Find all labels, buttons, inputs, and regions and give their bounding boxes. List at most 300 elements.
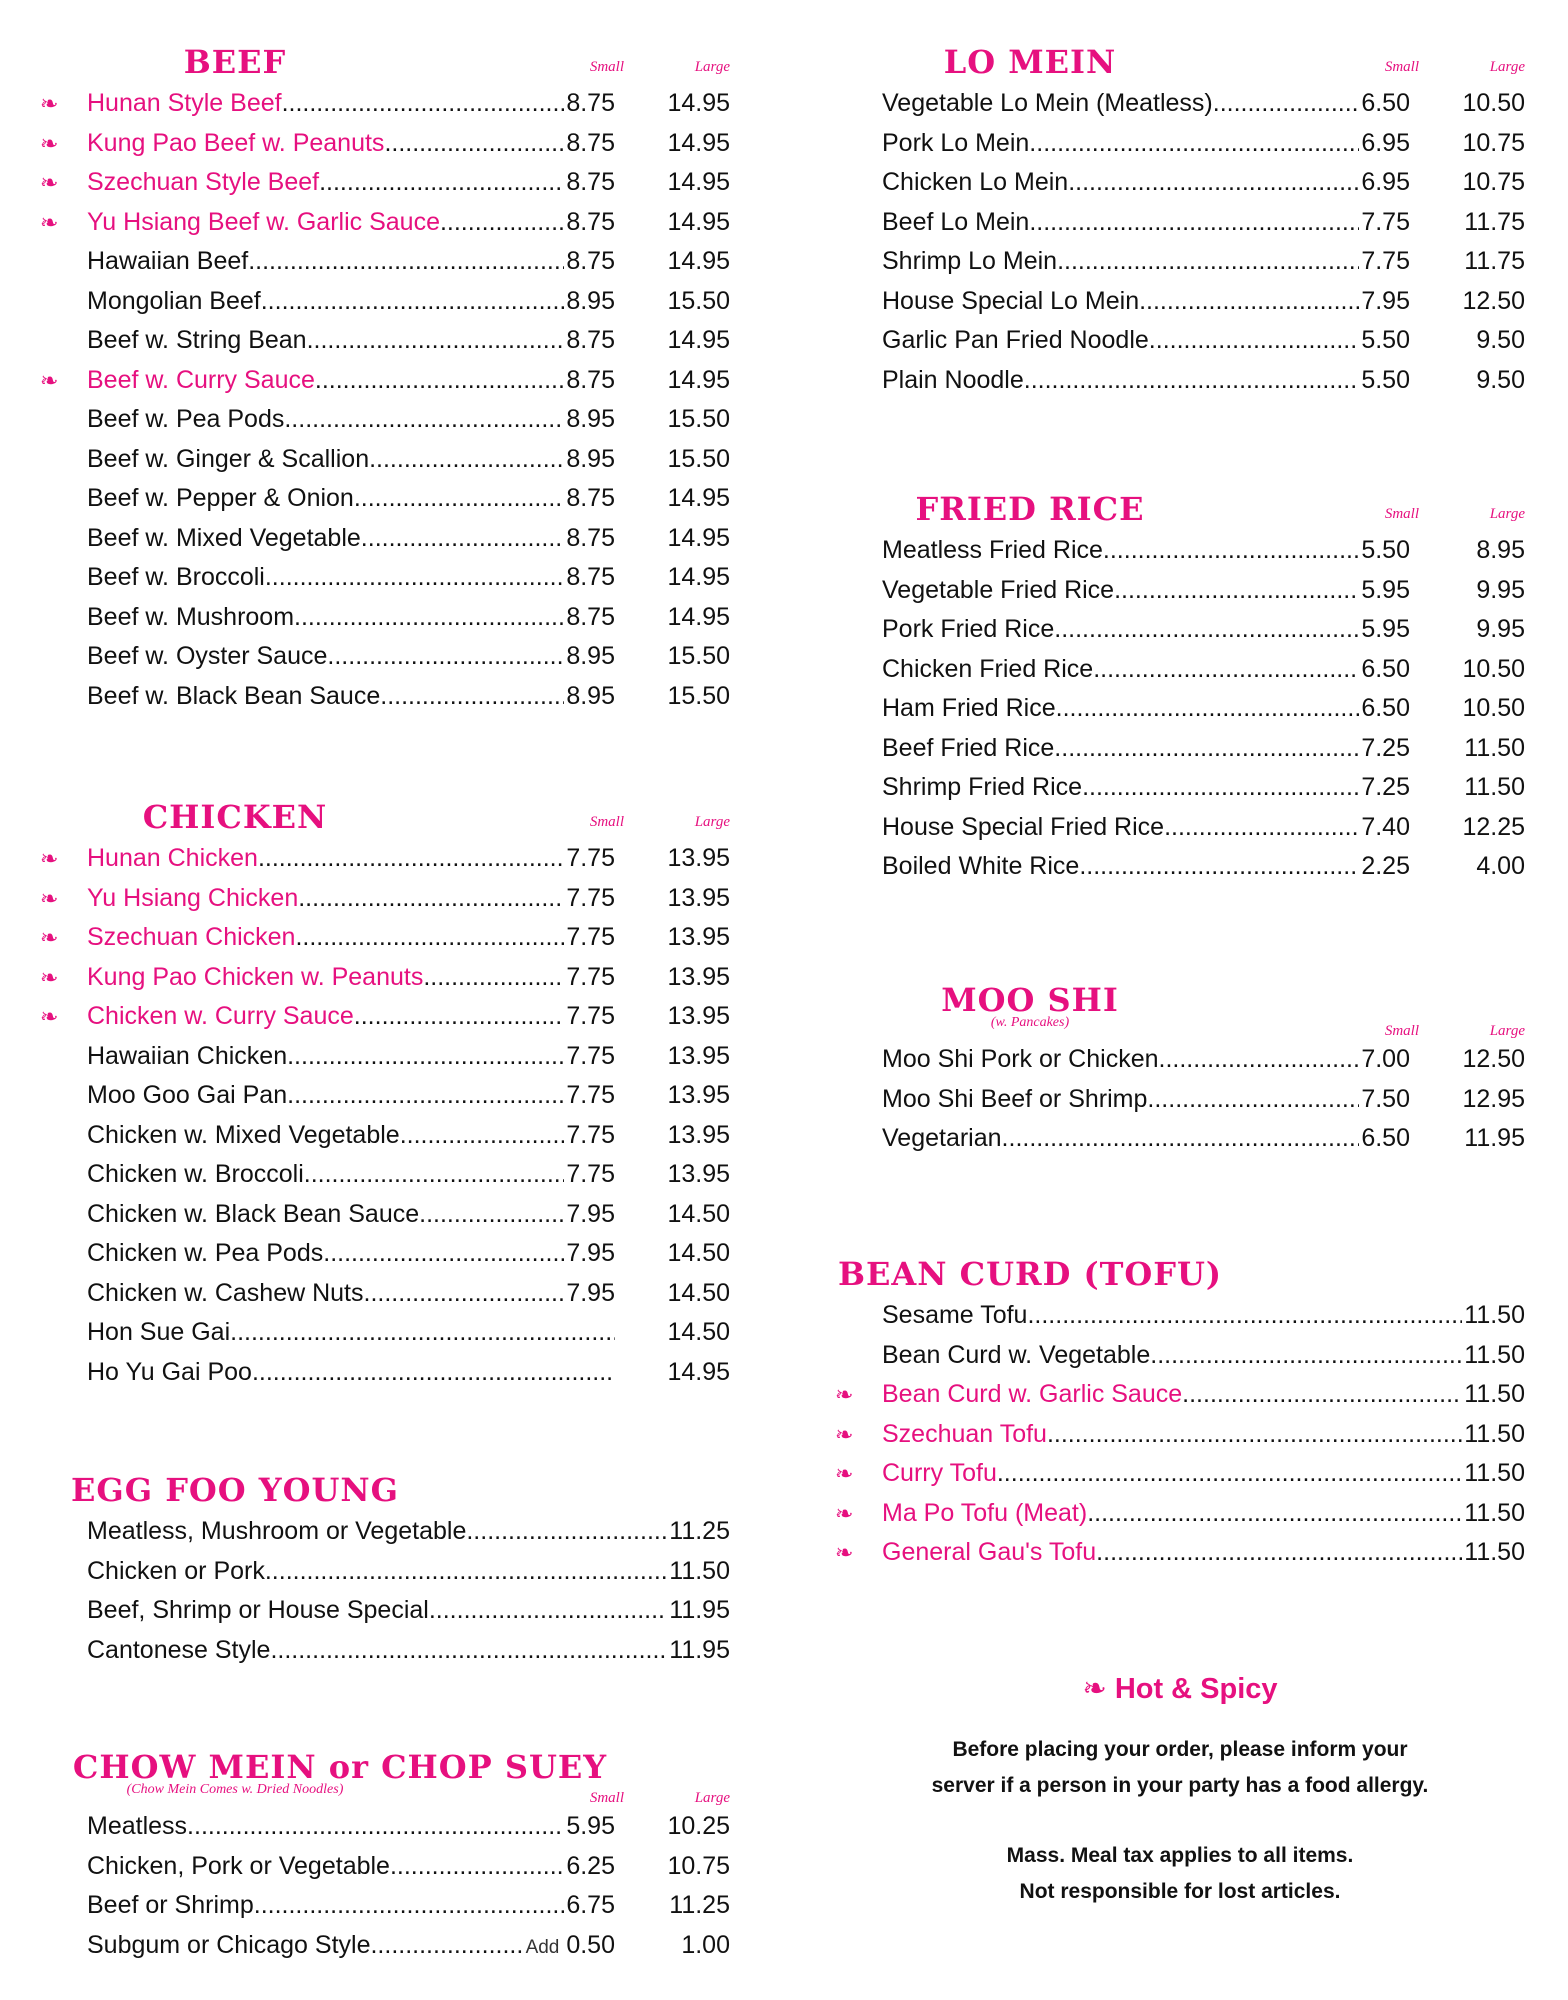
item-price-large: 9.50 <box>1476 326 1525 354</box>
item-name: Chicken w. Curry Sauce <box>87 1002 354 1030</box>
menu-item-list <box>40 839 730 1392</box>
item-price-large: 12.25 <box>1462 812 1525 841</box>
price-small-value: 8.95 <box>566 286 615 315</box>
item-price-large: 13.95 <box>667 1160 730 1188</box>
item-name: Chicken w. Pea Pods <box>87 1239 324 1267</box>
item-name-leader <box>87 124 615 164</box>
menu-item <box>40 1076 730 1116</box>
item-name-leader <box>882 808 1410 848</box>
item-name: Cantonese Style <box>87 1635 271 1664</box>
price-small-value: 7.75 <box>1361 247 1410 275</box>
menu-item <box>40 958 730 998</box>
item-price-small <box>1359 242 1410 282</box>
item-price: 11.50 <box>1462 1494 1525 1534</box>
item-price-large: 14.95 <box>667 523 730 552</box>
item-price-small <box>564 1155 615 1195</box>
menu-item <box>40 1807 730 1847</box>
item-price-small <box>1359 124 1410 164</box>
item-price-small <box>564 1037 615 1077</box>
item-price-small <box>1359 321 1410 361</box>
item-price-small <box>564 163 615 203</box>
item-price-small <box>1359 203 1410 243</box>
hot-spicy-leaf-icon: ❧ <box>40 170 59 195</box>
item-name-leader <box>87 242 615 282</box>
item-price-small <box>1359 571 1410 611</box>
item-price: 11.95 <box>667 1631 730 1671</box>
menu-item <box>40 1313 730 1353</box>
item-name: Beef w. Pea Pods <box>87 405 285 433</box>
item-price-large: 14.95 <box>667 365 730 394</box>
item-price-small <box>564 558 615 598</box>
item-price-large: 11.75 <box>1464 207 1525 236</box>
price-small-value: 7.95 <box>1361 286 1410 315</box>
item-price-large: 14.95 <box>667 602 730 631</box>
price-small-value: 8.95 <box>566 405 615 433</box>
section-header <box>40 795 730 839</box>
item-price-small <box>564 479 615 519</box>
section-fried-rice <box>835 487 1525 887</box>
item-price-small <box>564 677 615 717</box>
price-small-value: 7.00 <box>1361 1045 1410 1073</box>
menu-item <box>40 1116 730 1156</box>
item-name: Szechuan Tofu <box>882 1419 1047 1448</box>
item-price-small <box>1359 847 1410 887</box>
price-small-value: 7.50 <box>1361 1084 1410 1113</box>
item-price-large: 13.95 <box>667 844 730 872</box>
item-name-leader <box>87 839 615 879</box>
item-name: Chicken w. Cashew Nuts <box>87 1278 364 1307</box>
item-price-large: 10.75 <box>1462 168 1525 196</box>
item-name: Moo Goo Gai Pan <box>87 1081 288 1109</box>
section-title: CHICKEN <box>142 798 328 836</box>
item-name: Sesame Tofu <box>882 1301 1028 1329</box>
section-title: FRIED RICE <box>915 490 1145 528</box>
price-small-value: 7.75 <box>566 1041 615 1070</box>
item-price-small <box>1359 808 1410 848</box>
menu-item <box>835 729 1525 769</box>
price-small-value: 6.50 <box>1361 1124 1410 1152</box>
price-small-value: 5.50 <box>1361 326 1410 354</box>
item-price-small <box>564 282 615 322</box>
item-name-leader <box>882 1080 1410 1120</box>
section-title: EGG FOO YOUNG <box>71 1471 399 1509</box>
allergy-note-line-1: Before placing your order, please inform your <box>952 1738 1408 1761</box>
item-name: Kung Pao Chicken w. Peanuts <box>87 962 424 991</box>
item-name: Shrimp Fried Rice <box>882 773 1083 801</box>
item-price-small <box>564 84 615 124</box>
item-price-small <box>1359 729 1410 769</box>
item-name-leader <box>882 163 1410 203</box>
item-price-small <box>1359 1119 1410 1159</box>
item-name-leader <box>882 1336 1525 1376</box>
item-name: General Gau's Tofu <box>882 1538 1097 1566</box>
price-prefix: Add <box>525 1936 560 1958</box>
menu-item-list <box>40 1512 730 1670</box>
menu-item-list <box>835 84 1525 400</box>
price-small-value: 8.75 <box>566 326 615 354</box>
tax-note-line-1: Mass. Meal tax applies to all items. <box>1006 1844 1354 1867</box>
item-name: Hawaiian Chicken <box>87 1041 288 1070</box>
item-name: Kung Pao Beef w. Peanuts <box>87 128 385 157</box>
item-price-large: 14.95 <box>667 247 730 275</box>
item-name: Beef w. Mushroom <box>87 602 295 631</box>
item-name-leader <box>87 1076 615 1116</box>
menu-item <box>835 124 1525 164</box>
item-price-small <box>564 918 615 958</box>
menu-item <box>835 689 1525 729</box>
price-small-value: 8.75 <box>566 563 615 591</box>
menu-item <box>835 1296 1525 1336</box>
menu-item <box>40 1847 730 1887</box>
menu-item <box>40 1512 730 1552</box>
menu-item <box>40 997 730 1037</box>
menu-item <box>40 918 730 958</box>
small-column-header: Small <box>589 814 624 830</box>
price-small-value: 7.25 <box>1361 773 1410 801</box>
item-price-small <box>564 242 615 282</box>
item-price: 11.50 <box>667 1552 730 1592</box>
section-header <box>835 40 1525 84</box>
hot-spicy-leaf-icon: ❧ <box>835 1540 854 1565</box>
item-name-leader <box>882 321 1410 361</box>
item-price-large: 15.50 <box>667 642 730 670</box>
item-name-leader <box>87 1631 730 1671</box>
item-name: Meatless <box>87 1812 188 1840</box>
item-name-leader <box>87 1591 730 1631</box>
item-price-small <box>1359 84 1410 124</box>
section-title: LO MEIN <box>943 43 1117 81</box>
menu-item <box>40 1886 730 1926</box>
item-name-leader <box>87 1274 615 1314</box>
item-name: Vegetable Fried Rice <box>882 575 1115 604</box>
item-name-leader <box>882 1375 1525 1415</box>
item-name-leader <box>87 1807 615 1847</box>
price-small-value: 7.40 <box>1361 812 1410 841</box>
menu-item <box>835 1336 1525 1376</box>
section-header <box>835 978 1525 1039</box>
menu-item <box>835 1415 1525 1455</box>
item-price-large: 11.25 <box>669 1891 730 1919</box>
item-name: Chicken Fried Rice <box>882 654 1094 683</box>
menu-item-list <box>40 84 730 716</box>
item-name: Moo Shi Beef or Shrimp <box>882 1084 1148 1113</box>
menu-item-list <box>835 1296 1525 1573</box>
menu-item <box>40 440 730 480</box>
item-price: 11.50 <box>1462 1415 1525 1455</box>
item-name-leader <box>87 1234 615 1274</box>
small-column-header: Small <box>1384 59 1419 75</box>
menu-item <box>40 1274 730 1314</box>
hot-spicy-leaf-icon: ❧ <box>40 885 59 911</box>
item-price-large: 13.95 <box>667 1081 730 1109</box>
item-name: Hunan Chicken <box>87 844 258 872</box>
item-price-large: 9.50 <box>1476 365 1525 394</box>
item-price-large: 12.95 <box>1462 1084 1525 1113</box>
hot-spicy-leaf-icon: ❧ <box>40 1004 59 1029</box>
item-price-small <box>1359 1040 1410 1080</box>
item-name-leader <box>87 677 615 717</box>
item-price-small <box>564 1195 615 1235</box>
menu-item <box>835 808 1525 848</box>
item-price-large: 1.00 <box>681 1930 730 1959</box>
item-name-leader <box>87 1313 615 1353</box>
price-small-value: 6.50 <box>1361 89 1410 117</box>
price-small-value: 8.75 <box>566 128 615 157</box>
item-name-leader <box>882 1494 1525 1534</box>
price-small-value: 7.95 <box>566 1199 615 1228</box>
section-header <box>40 1745 730 1806</box>
menu-item <box>40 84 730 124</box>
item-name-leader <box>882 650 1410 690</box>
price-small-value: 5.95 <box>1361 575 1410 604</box>
menu-item <box>835 1080 1525 1120</box>
price-small-value: 7.75 <box>566 1081 615 1109</box>
item-price-large: 15.50 <box>667 405 730 433</box>
item-price-large: 14.95 <box>667 484 730 512</box>
item-name: Szechuan Chicken <box>87 923 296 951</box>
item-price-small <box>564 598 615 638</box>
item-name-leader <box>882 1454 1525 1494</box>
price-small-value: 7.75 <box>566 1160 615 1188</box>
item-name-leader <box>882 242 1410 282</box>
item-price-small <box>1359 282 1410 322</box>
item-price-large: 15.50 <box>667 681 730 710</box>
price-small-value: 6.75 <box>566 1891 615 1919</box>
item-price-large: 14.50 <box>667 1278 730 1307</box>
item-name: Pork Lo Mein <box>882 128 1030 157</box>
item-name-leader <box>87 1512 730 1552</box>
price-small-value: 7.75 <box>566 1120 615 1149</box>
menu-item <box>835 1040 1525 1080</box>
menu-item <box>40 1234 730 1274</box>
item-price-small <box>1359 689 1410 729</box>
item-name: Beef w. Mixed Vegetable <box>87 523 361 552</box>
item-price-small <box>564 997 615 1037</box>
price-small-value: 7.95 <box>566 1278 615 1307</box>
price-small-value: 8.75 <box>566 168 615 196</box>
item-name: Beef w. Curry Sauce <box>87 365 315 394</box>
hot-spicy-label: Hot & Spicy <box>1114 1673 1278 1705</box>
item-name: Moo Shi Pork or Chicken <box>882 1045 1159 1073</box>
item-price-large: 14.95 <box>667 89 730 117</box>
hot-spicy-leaf-icon: ❧ <box>40 91 59 116</box>
menu-item-list <box>835 1040 1525 1159</box>
item-name: Beef w. Oyster Sauce <box>87 642 328 670</box>
item-name: Hon Sue Gai <box>87 1318 231 1346</box>
hot-spicy-leaf-icon: ❧ <box>835 1461 854 1486</box>
large-column-header: Large <box>694 814 730 830</box>
item-name-leader <box>87 879 615 919</box>
item-name: Chicken or Pork <box>87 1556 265 1585</box>
item-price-large: 14.95 <box>667 128 730 157</box>
item-name-leader <box>882 1296 1525 1336</box>
section-subtitle: (Chow Mein Comes w. Dried Noodles) <box>126 1782 344 1797</box>
tax-note-line-2: Not responsible for lost articles. <box>1019 1880 1341 1903</box>
item-price-large: 15.50 <box>667 286 730 315</box>
item-name: Shrimp Lo Mein <box>882 247 1058 275</box>
menu-item <box>40 519 730 559</box>
item-name-leader <box>87 997 615 1037</box>
price-small-value: 7.75 <box>566 883 615 912</box>
item-name-leader <box>87 203 615 243</box>
item-price-large: 15.50 <box>667 444 730 473</box>
menu-item <box>40 1155 730 1195</box>
item-name-leader <box>882 768 1410 808</box>
item-name: Yu Hsiang Chicken <box>87 883 299 912</box>
item-name: Chicken w. Black Bean Sauce <box>87 1199 420 1228</box>
item-name-leader <box>87 637 615 677</box>
item-price-small <box>1359 768 1410 808</box>
item-price-large: 10.75 <box>667 1851 730 1880</box>
item-price-small <box>564 1076 615 1116</box>
price-small-value: 7.75 <box>566 923 615 951</box>
item-price-small <box>564 1886 615 1926</box>
item-price-small <box>564 400 615 440</box>
item-price-large: 14.50 <box>667 1318 730 1346</box>
price-small-value: 5.50 <box>1361 536 1410 564</box>
menu-item <box>835 361 1525 401</box>
item-price: 11.50 <box>1462 1454 1525 1494</box>
item-name-leader <box>882 847 1410 887</box>
item-price-small <box>564 124 615 164</box>
item-price-small <box>564 440 615 480</box>
item-price: 11.25 <box>667 1512 730 1552</box>
item-name: Meatless, Mushroom or Vegetable <box>87 1517 467 1545</box>
item-price-small <box>1359 610 1410 650</box>
item-name-leader <box>87 1847 615 1887</box>
price-small-value: 6.50 <box>1361 654 1410 683</box>
menu-item <box>835 1375 1525 1415</box>
large-column-header: Large <box>1489 1023 1525 1039</box>
item-name-leader <box>87 1195 615 1235</box>
item-name-leader <box>882 84 1410 124</box>
hot-spicy-leaf-icon: ❧ <box>40 130 59 156</box>
menu-item <box>835 1533 1525 1573</box>
item-price-small <box>524 1926 615 1968</box>
hot-spicy-leaf-icon: ❧ <box>835 1382 854 1407</box>
menu-item <box>835 321 1525 361</box>
menu-item <box>40 203 730 243</box>
menu-item <box>835 610 1525 650</box>
price-small-value: 8.95 <box>566 681 615 710</box>
price-small-value: 2.25 <box>1361 852 1410 880</box>
menu-item <box>40 1037 730 1077</box>
menu-item-list <box>40 1807 730 1965</box>
section-header <box>835 1252 1525 1296</box>
menu-item <box>40 242 730 282</box>
item-name: Meatless Fried Rice <box>882 536 1103 564</box>
item-name-leader <box>882 282 1410 322</box>
item-name: Pork Fried Rice <box>882 615 1055 643</box>
item-price-small <box>564 1274 615 1314</box>
item-price-large: 13.95 <box>667 962 730 991</box>
price-small-value: 8.75 <box>566 523 615 552</box>
item-name-leader <box>882 729 1410 769</box>
item-price-large: 13.95 <box>667 1002 730 1030</box>
item-price-large: 14.95 <box>667 1357 730 1386</box>
menu-item <box>40 1195 730 1235</box>
item-name-leader <box>882 571 1410 611</box>
item-price-small <box>564 203 615 243</box>
item-price-small <box>564 958 615 998</box>
item-price-small <box>564 1116 615 1156</box>
item-name: Ma Po Tofu (Meat) <box>882 1498 1088 1527</box>
menu-item <box>40 321 730 361</box>
price-small-value: 0.50 <box>566 1930 615 1959</box>
section-lo-mein <box>835 40 1525 400</box>
item-name: Beef Lo Mein <box>882 207 1030 236</box>
hot-spicy-legend <box>835 1671 1525 1706</box>
section-bean-curd <box>835 1252 1525 1573</box>
item-name-leader <box>882 203 1410 243</box>
item-price-small <box>564 519 615 559</box>
item-name: Vegetarian <box>882 1124 1002 1152</box>
item-name-leader <box>87 1886 615 1926</box>
item-name-leader <box>882 1040 1410 1080</box>
menu-item <box>835 203 1525 243</box>
item-name-leader <box>87 321 615 361</box>
item-name: Beef Fried Rice <box>882 733 1055 762</box>
item-name-leader <box>882 689 1410 729</box>
small-column-header: Small <box>1384 506 1419 522</box>
item-name: Chicken, Pork or Vegetable <box>87 1851 390 1880</box>
price-small-value: 7.75 <box>566 962 615 991</box>
item-price-small <box>1359 1080 1410 1120</box>
item-price-large: 8.95 <box>1476 536 1525 564</box>
item-price-large: 11.50 <box>1464 773 1525 801</box>
price-small-value: 6.95 <box>1361 168 1410 196</box>
item-price-small <box>1359 531 1410 571</box>
menu-item <box>40 598 730 638</box>
small-column-header: Small <box>589 59 624 75</box>
item-name: Szechuan Style Beef <box>87 168 320 196</box>
item-price-large: 10.50 <box>1462 89 1525 117</box>
menu-item <box>835 847 1525 887</box>
item-name-leader <box>87 918 615 958</box>
menu-item <box>40 879 730 919</box>
item-price: 11.50 <box>1462 1296 1525 1336</box>
price-small-value: 5.95 <box>566 1812 615 1840</box>
menu-item <box>40 479 730 519</box>
price-small-value: 8.75 <box>566 207 615 236</box>
item-name-leader <box>87 163 615 203</box>
menu-item <box>40 637 730 677</box>
section-egg-foo-young <box>40 1468 730 1670</box>
item-price-small <box>564 1234 615 1274</box>
item-price-large: 13.95 <box>667 1120 730 1149</box>
item-name: Beef w. Ginger & Scallion <box>87 444 370 473</box>
item-price-large: 14.95 <box>667 563 730 591</box>
large-column-header: Large <box>694 59 730 75</box>
item-price-small <box>564 839 615 879</box>
hot-spicy-leaf-icon: ❧ <box>1082 1673 1107 1705</box>
price-small-value: 5.50 <box>1361 365 1410 394</box>
item-price-large: 10.50 <box>1462 694 1525 722</box>
item-name-leader <box>882 1533 1525 1573</box>
item-name-leader <box>87 1353 615 1393</box>
item-name-leader <box>882 124 1410 164</box>
menu-item <box>40 1591 730 1631</box>
large-column-header: Large <box>694 1790 730 1806</box>
section-header <box>40 1468 730 1512</box>
menu-item <box>40 558 730 598</box>
section-title: CHOW MEIN or CHOP SUEY <box>72 1748 608 1786</box>
item-name-leader <box>87 440 615 480</box>
item-price-small <box>1359 361 1410 401</box>
item-price-large: 12.50 <box>1462 286 1525 315</box>
item-price: 11.50 <box>1462 1533 1525 1573</box>
price-small-value: 5.95 <box>1361 615 1410 643</box>
